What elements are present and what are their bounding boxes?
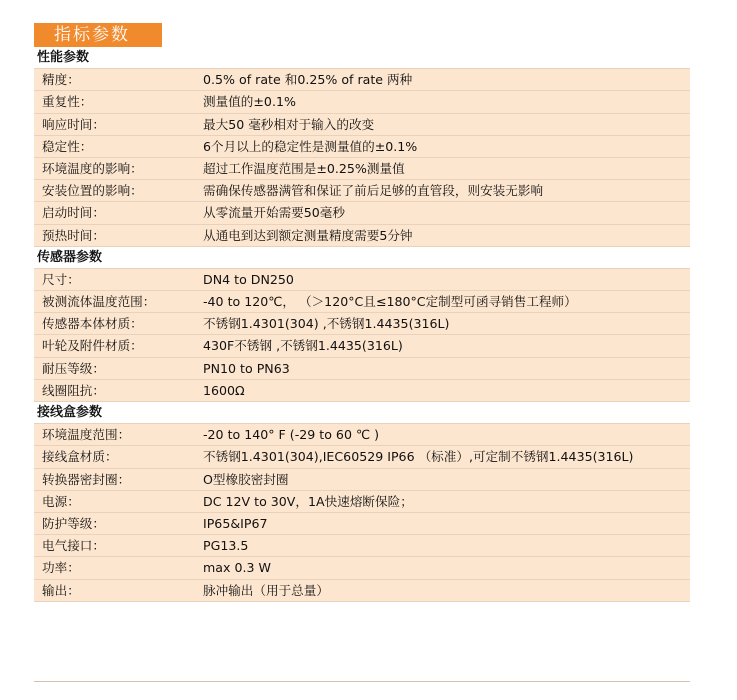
spec-label: 电源： <box>42 493 80 509</box>
spec-row-fluid-temp-range <box>34 291 690 313</box>
spec-row-ambient-temp-range <box>34 424 690 446</box>
spec-row-power-supply <box>34 491 690 513</box>
spec-label: 电气接口： <box>42 538 105 554</box>
spec-row-impeller-material <box>34 335 690 357</box>
spec-label: 精度： <box>42 72 80 88</box>
spec-label: 功率： <box>42 560 80 576</box>
section-header-sensor <box>34 247 690 269</box>
spec-value: 需确保传感器满管和保证了前后足够的直管段，则安装无影响 <box>203 183 544 199</box>
spec-row-coil-impedance <box>34 380 690 402</box>
spec-value: DC 12V to 30V，1A快速熔断保险； <box>203 493 413 509</box>
table-bottom-rule <box>34 681 690 682</box>
spec-row-protection-class <box>34 513 690 535</box>
spec-value: 6个月以上的稳定性是测量值的±0.1% <box>203 138 418 154</box>
spec-row-electrical-interface <box>34 535 690 557</box>
spec-value: -20 to 140° F (-29 to 60 ℃ ) <box>203 427 380 443</box>
spec-row-ambient-temp-effect <box>34 158 690 180</box>
spec-value: 不锈钢1.4301(304) ,不锈钢1.4435(316L) <box>203 316 450 332</box>
spec-label: 重复性： <box>42 94 93 110</box>
spec-label: 耐压等级： <box>42 360 105 376</box>
section-tab-title: 指标参数 <box>34 23 162 47</box>
spec-value: 0.5% of rate 和0.25% of rate 两种 <box>203 72 413 88</box>
spec-value: O型橡胶密封圈 <box>203 471 289 487</box>
spec-row-output <box>34 580 690 602</box>
spec-value: 超过工作温度范围是±0.25%测量值 <box>203 160 405 176</box>
spec-label: 启动时间： <box>42 205 105 221</box>
spec-row-body-material <box>34 313 690 335</box>
spec-value: 1600Ω <box>203 382 245 398</box>
spec-value: 脉冲输出（用于总量） <box>203 582 329 598</box>
spec-value: PG13.5 <box>203 538 249 554</box>
spec-row-power <box>34 557 690 579</box>
spec-label: 安装位置的影响： <box>42 183 143 199</box>
section-title: 性能参数 <box>37 50 90 65</box>
spec-row-startup-time <box>34 202 690 224</box>
section-title: 接线盒参数 <box>37 405 103 420</box>
spec-table <box>34 47 690 602</box>
spec-value: 从通电到达到额定测量精度需要5分钟 <box>203 227 413 243</box>
spec-label: 叶轮及附件材质： <box>42 338 143 354</box>
spec-label: 被测流体温度范围： <box>42 294 156 310</box>
spec-row-size <box>34 269 690 291</box>
spec-label: 预热时间： <box>42 227 105 243</box>
spec-label: 转换器密封圈： <box>42 471 131 487</box>
spec-row-response-time <box>34 114 690 136</box>
spec-value: PN10 to PN63 <box>203 360 290 376</box>
spec-row-accuracy <box>34 69 690 91</box>
spec-row-warmup-time <box>34 225 690 247</box>
spec-label: 防护等级： <box>42 515 105 531</box>
spec-row-mounting-effect <box>34 180 690 202</box>
section-header-junction-box <box>34 402 690 424</box>
spec-value: 430F不锈钢 ,不锈钢1.4435(316L) <box>203 338 403 354</box>
spec-label: 接线盒材质： <box>42 449 118 465</box>
spec-row-converter-seal <box>34 469 690 491</box>
spec-label: 响应时间： <box>42 116 105 132</box>
spec-value: 从零流量开始需要50毫秒 <box>203 205 345 221</box>
spec-label: 尺寸： <box>42 271 80 287</box>
spec-value: max 0.3 W <box>203 560 271 576</box>
spec-value: 最大50 毫秒相对于输入的改变 <box>203 116 375 132</box>
spec-value: 测量值的±0.1% <box>203 94 296 110</box>
spec-label: 环境温度范围： <box>42 427 131 443</box>
spec-label: 环境温度的影响： <box>42 160 143 176</box>
spec-value: DN4 to DN250 <box>203 271 294 287</box>
spec-value: 不锈钢1.4301(304),IEC60529 IP66 （标准）,可定制不锈钢1.4435(316L) <box>203 449 634 465</box>
spec-label: 线圈阻抗： <box>42 382 105 398</box>
section-title: 传感器参数 <box>37 249 103 265</box>
spec-value: IP65&IP67 <box>203 515 268 531</box>
spec-label: 稳定性： <box>42 138 93 154</box>
spec-row-pressure-rating <box>34 358 690 380</box>
section-header-performance <box>34 47 690 69</box>
spec-row-box-material <box>34 446 690 468</box>
spec-value: -40 to 120℃， （＞120°C且≤180°C定制型可函寻销售工程师） <box>203 294 577 310</box>
spec-label: 传感器本体材质： <box>42 316 143 332</box>
spec-row-repeatability <box>34 91 690 113</box>
spec-label: 输出： <box>42 582 80 598</box>
spec-row-stability <box>34 136 690 158</box>
